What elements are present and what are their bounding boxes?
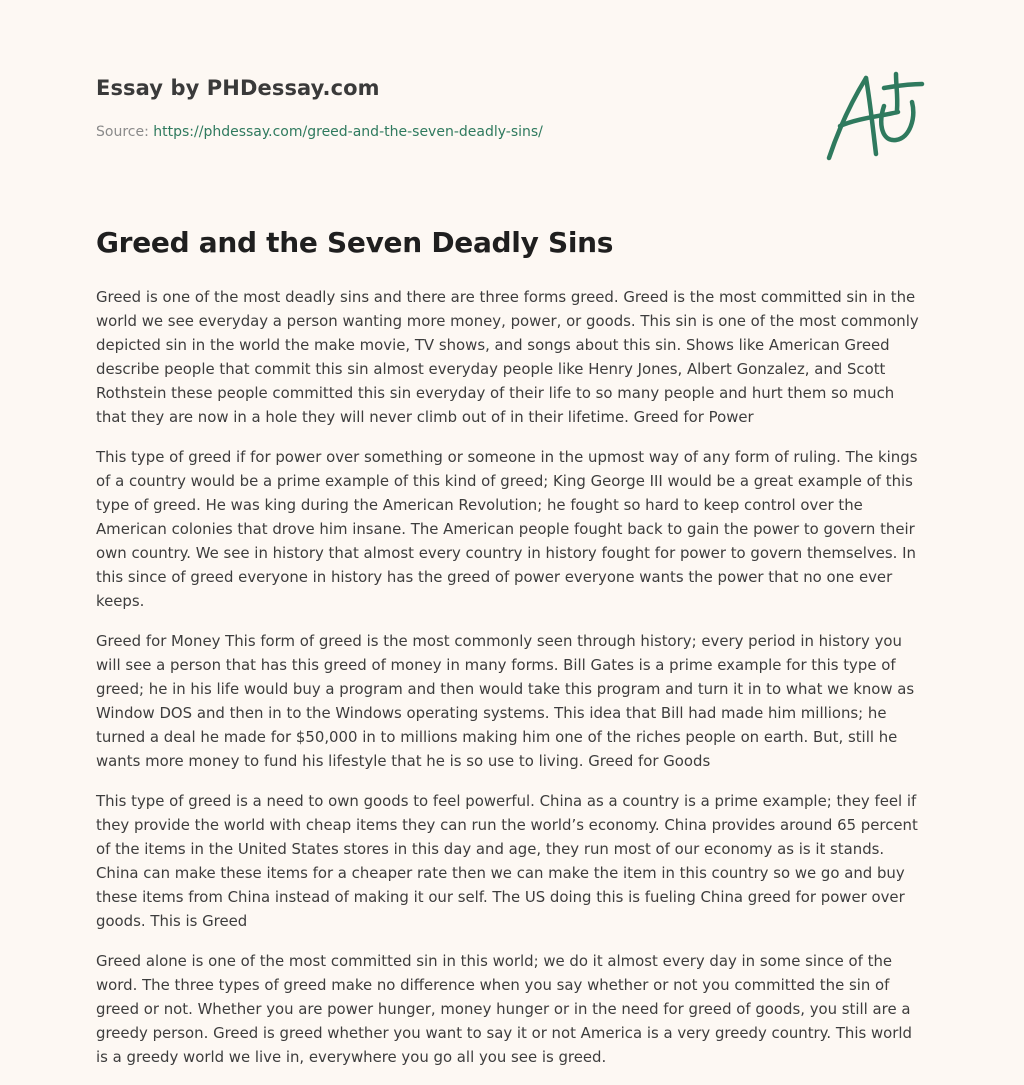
paragraph-3: Greed for Money This form of greed is the most commonly seen through history; every period in history you will see a person that has this greed of money in many forms. Bill Gates is a prime example for this type of greed; he in his life would buy a program and then would take this program and turn it in to what we know as Window DOS and then in to the Windows operating systems. This idea that Bill had made him millions; he turned a deal he made for $50,000 in to millions making him one of the riches people on earth. But, still he wants more money to fund his lifestyle that he is so use to living. Greed for Goods — [96, 632, 915, 770]
site-brand: Essay by PHDessay.com — [96, 76, 380, 100]
a-plus-logo-icon — [820, 66, 930, 166]
paragraph-5: Greed alone is one of the most committed sin in this world; we do it almost every day in some since of the word. The three types of greed make no difference when you say whether or not you committed the sin of greed or not. Whether you are power hunger, money hunger or in the need for greed of goods, you still are a greedy person. Greed is greed whether you want to say it or not America is a very greedy country. This world is a greedy world we live in, everywhere you go all you see is greed. — [96, 952, 912, 1066]
paragraph-1: Greed is one of the most deadly sins and there are three forms greed. Greed is the most committed sin in the world we see everyday a person wanting more money, power, or goods. This sin is one of the most commonly depicted sin in the world the make movie, TV shows, and songs about this sin. Shows like American Greed describe people that commit this sin almost everyday people like Henry Jones, Albert Gonzalez, and Scott Rothstein these people committed this sin everyday of their life to so many people and hurt them so much that they are now in a hole they will never climb out of in their lifetime. Greed for Power — [96, 288, 919, 426]
paragraph-2: This type of greed if for power over something or someone in the upmost way of any form of ruling. The kings of a country would be a prime example of this kind of greed; King George III would be a great example of this type of greed. He was king during the American Revolution; he fought so hard to keep control over the American colonies that drove him insane. The American people fought back to gain the power to govern their own country. We see in history that almost every country in history fought for power to govern themselves. In this since of greed everyone in history has the greed of power everyone wants the power that no one ever keeps. — [96, 448, 918, 610]
article-title: Greed and the Seven Deadly Sins — [96, 226, 614, 259]
source-line — [96, 124, 543, 140]
article-body — [96, 285, 928, 1085]
source-link[interactable]: https://phdessay.com/greed-and-the-seven-deadly-sins/ — [153, 124, 543, 140]
paragraph-4: This type of greed is a need to own goods to feel powerful. China as a country is a prime example; they feel if they provide the world with cheap items they can run the world’s economy. China provides around 65 percent of the items in the United States stores in this day and age, they run most of our economy as is it stands. China can make these items for a cheaper rate then we can make the item in this country so we go and buy these items from China instead of making it our self. The US doing this is fueling China greed for power over goods. This is Greed — [96, 792, 918, 930]
source-label: Source: — [96, 124, 154, 140]
